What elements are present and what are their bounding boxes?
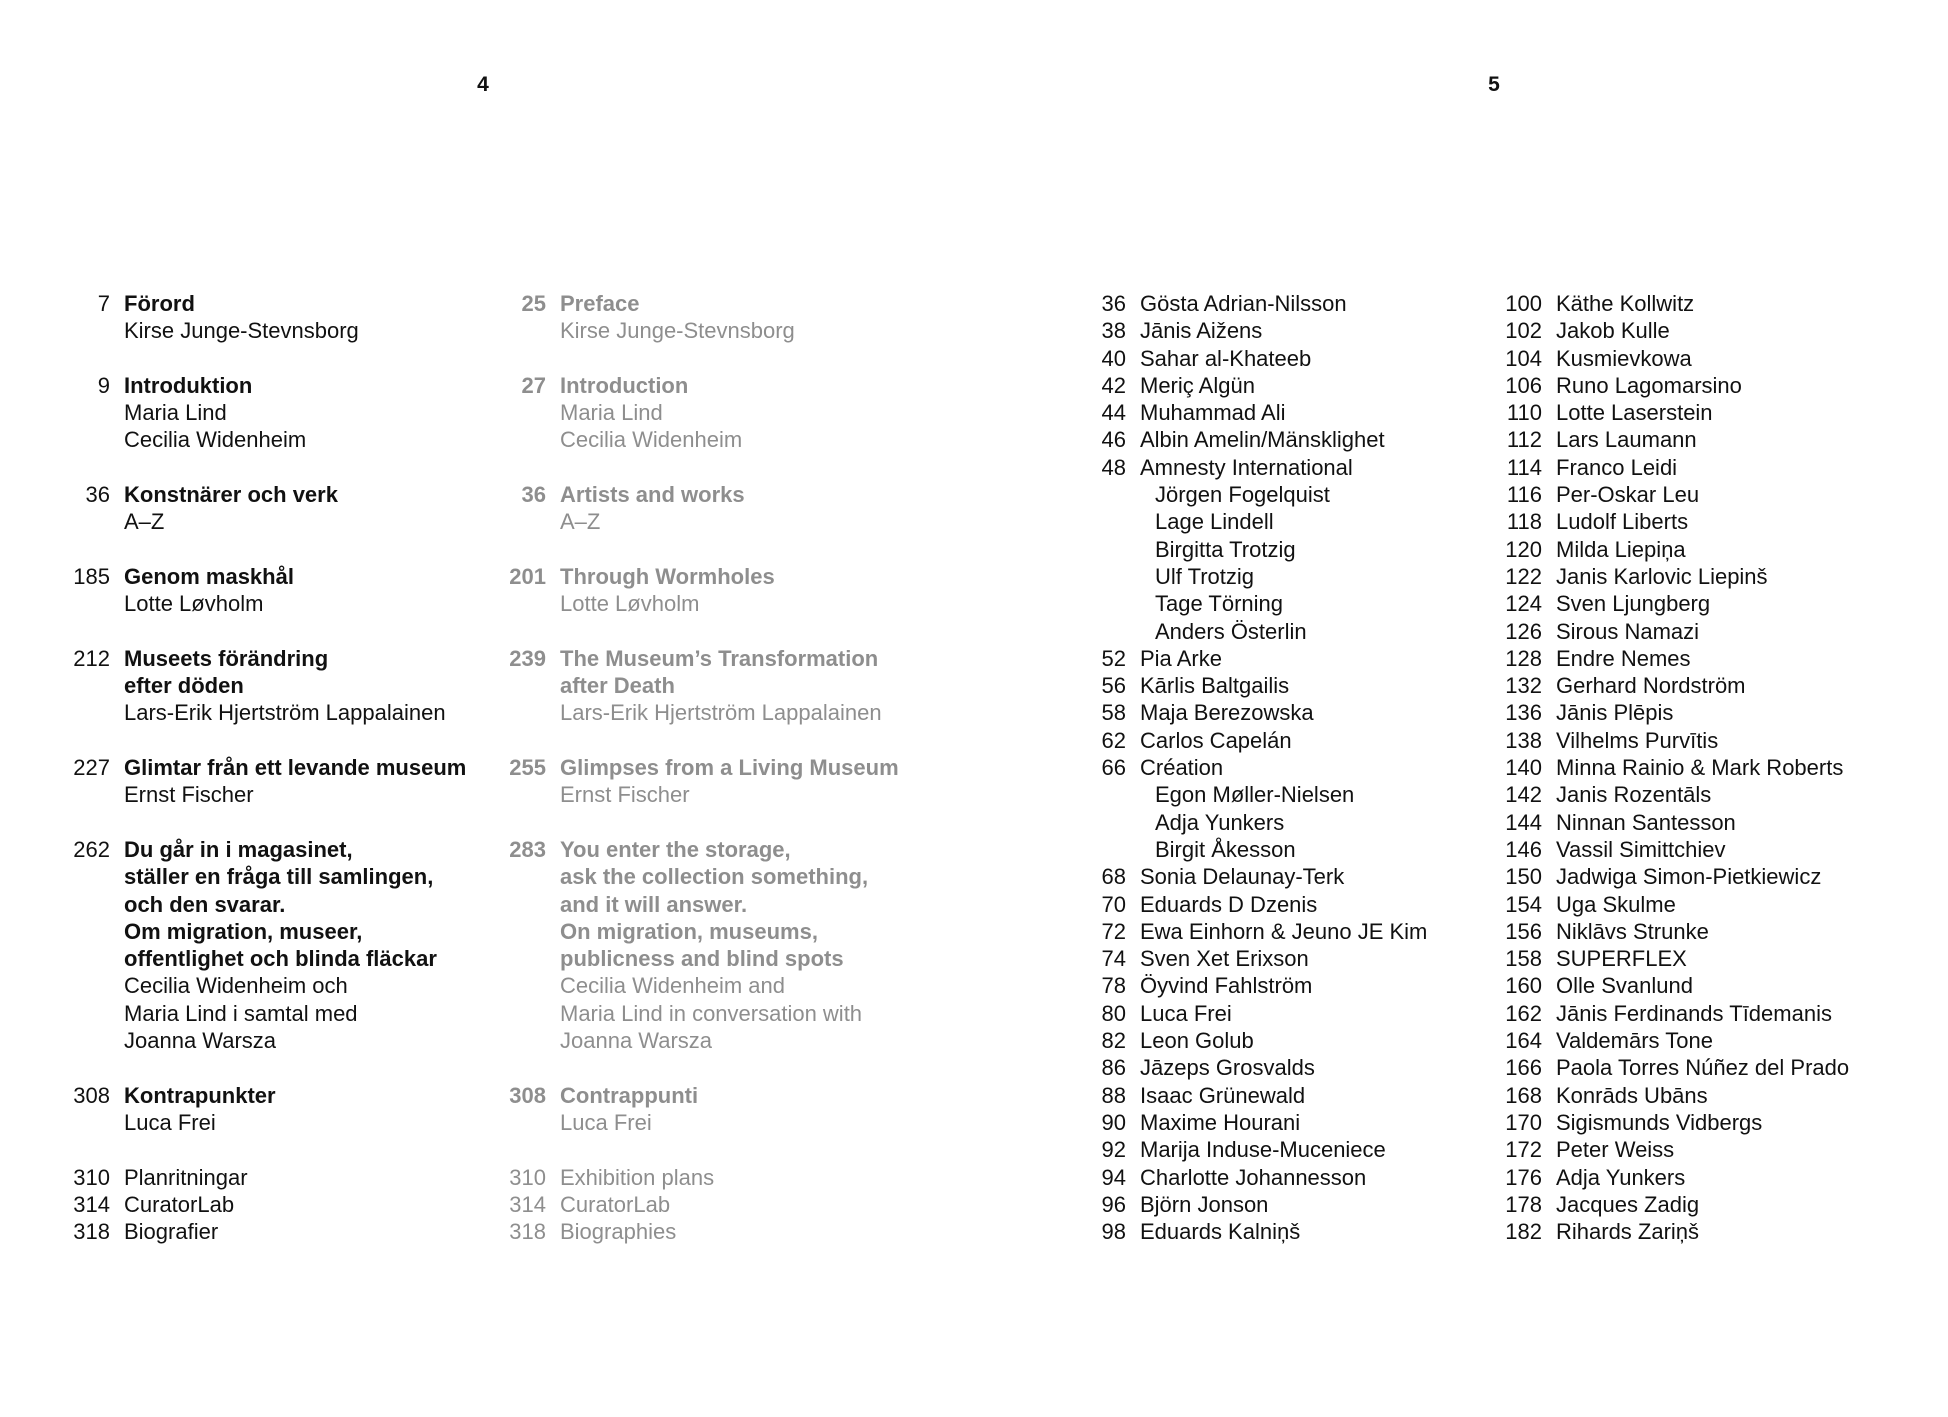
artist-page-number: 126 [1505, 618, 1542, 644]
artist-page-number: 150 [1505, 864, 1542, 890]
artist-name: Eduards Kalniņš [1140, 1219, 1301, 1245]
toc-author-line: Joanna Warsza [560, 1028, 713, 1054]
artist-page-number: 110 [1506, 400, 1542, 426]
artist-page-number: 90 [1101, 1109, 1126, 1135]
artist-name: Konrāds Ubāns [1556, 1082, 1708, 1108]
artist-page-number: 92 [1101, 1137, 1126, 1163]
toc-author-line: Lars-Erik Hjertström Lappalainen [124, 700, 446, 726]
artist-page-number: 82 [1101, 1028, 1126, 1054]
artist-entry [0, 727, 1849, 754]
toc-author-line: Kirse Junge-Stevnsborg [124, 318, 359, 344]
artist-name-sub: Birgit Åkesson [1155, 836, 1296, 862]
artist-name: SUPERFLEX [1556, 946, 1687, 972]
artist-name: Rihards Zariņš [1556, 1219, 1700, 1245]
toc-author-line: Lotte Løvholm [560, 591, 700, 617]
toc-author-line: Maria Lind [124, 400, 227, 426]
artist-name: Uga Skulme [1556, 891, 1676, 917]
artist-entry [0, 508, 1849, 535]
artist-entry [0, 891, 1849, 918]
artist-entry [0, 536, 1849, 563]
artist-page-number: 154 [1505, 891, 1542, 917]
artist-name: Jacques Zadig [1556, 1191, 1700, 1217]
toc-title-line: Om migration, museer, [124, 918, 363, 944]
toc-page-number: 227 [73, 755, 110, 781]
artist-page-number: 146 [1505, 836, 1542, 862]
toc-author-line: Ernst Fischer [560, 782, 690, 808]
artist-name: Meriç Algün [1140, 372, 1255, 398]
toc-author-line: Lars-Erik Hjertström Lappalainen [560, 700, 882, 726]
artist-page-number: 68 [1101, 864, 1126, 890]
page-number-left: 4 [477, 73, 489, 96]
toc-author-line: Maria Lind in conversation with [560, 1000, 863, 1026]
artist-entry [0, 1218, 1849, 1245]
artist-page-number: 120 [1505, 536, 1542, 562]
toc-page-number: 27 [521, 372, 546, 398]
artist-name: Kusmievkowa [1556, 345, 1692, 371]
toc-page-number: 25 [521, 291, 546, 316]
artist-entry [0, 863, 1849, 890]
toc-author-line: Maria Lind i samtal med [124, 1000, 358, 1026]
toc-title-line: Artists and works [560, 482, 745, 508]
toc-page-number: 36 [85, 482, 110, 508]
artist-page-number: 128 [1505, 645, 1542, 671]
artist-name: Sven Xet Erixson [1140, 946, 1309, 972]
artist-name: Charlotte Johannesson [1140, 1164, 1367, 1190]
toc-author-line: Luca Frei [124, 1109, 216, 1135]
toc-label: Biografier [124, 1219, 219, 1245]
toc-page-number: 239 [509, 645, 546, 671]
artist-name-sub: Jörgen Fogelquist [1155, 482, 1330, 508]
artist-page-number: 66 [1101, 755, 1126, 781]
artist-name: Lotte Laserstein [1556, 400, 1713, 426]
artist-name: Jānis Ferdinands Tīdemanis [1556, 1000, 1832, 1026]
toc-title-line: Introduction [560, 372, 689, 398]
artist-page-number: 132 [1505, 673, 1542, 699]
artist-page-number: 48 [1101, 454, 1126, 480]
toc-label: Biographies [560, 1219, 677, 1245]
artist-name-sub: Tage Törning [1155, 591, 1284, 617]
artist-page-number: 78 [1101, 973, 1126, 999]
artist-name: Minna Rainio & Mark Roberts [1556, 755, 1844, 781]
artist-page-number: 88 [1101, 1082, 1126, 1108]
artist-name: Jānis Aižens [1140, 318, 1263, 344]
artist-page-number: 98 [1101, 1219, 1126, 1245]
artist-page-number: 136 [1505, 700, 1542, 726]
artist-entry [0, 754, 1849, 781]
artist-page-number: 104 [1505, 345, 1542, 371]
artist-page-number: 74 [1101, 946, 1126, 972]
artist-page-number: 102 [1505, 318, 1542, 344]
toc-page-number: 185 [73, 563, 110, 589]
toc-title-line: Glimpses from a Living Museum [560, 755, 899, 781]
artist-page-number: 36 [1101, 291, 1126, 316]
toc-page-number: 283 [509, 836, 546, 862]
artist-name: Adja Yunkers [1556, 1164, 1686, 1190]
artist-page-number: 70 [1101, 891, 1126, 917]
artist-name: Maxime Hourani [1140, 1109, 1301, 1135]
artist-name: Janis Karlovic Liepinš [1556, 563, 1768, 589]
artist-page-number: 112 [1506, 427, 1542, 453]
artist-entry [0, 809, 1849, 836]
toc-title-line: Genom maskhål [124, 563, 294, 589]
artist-name: Maja Berezowska [1140, 700, 1314, 726]
toc-label: Exhibition plans [560, 1164, 715, 1190]
toc-page-number: 310 [509, 1164, 546, 1190]
artist-name: Björn Jonson [1140, 1191, 1269, 1217]
artist-name-sub: Egon Møller-Nielsen [1155, 782, 1355, 808]
artist-name: Carlos Capelán [1140, 727, 1292, 753]
artist-name: Peter Weiss [1556, 1137, 1675, 1163]
artist-name: Sirous Namazi [1556, 618, 1700, 644]
artist-entry [0, 672, 1849, 699]
artist-page-number: 176 [1505, 1164, 1542, 1190]
artist-entry [0, 290, 1849, 317]
toc-author-line: Maria Lind [560, 400, 663, 426]
artist-page-number: 160 [1505, 973, 1542, 999]
toc-label: Planritningar [124, 1164, 248, 1190]
toc-title-line: and it will answer. [560, 891, 748, 917]
artist-page-number: 46 [1101, 427, 1126, 453]
artist-entry [0, 781, 1849, 808]
toc-title-line: Preface [560, 291, 640, 316]
toc-label: CuratorLab [560, 1191, 671, 1217]
artist-entry [0, 563, 1849, 590]
artist-name: Pia Arke [1140, 645, 1222, 671]
artist-name-sub: Lage Lindell [1155, 509, 1274, 535]
artist-entry [0, 645, 1849, 672]
artist-entry [0, 836, 1849, 863]
artist-entry [0, 454, 1849, 481]
artist-page-number: 114 [1506, 454, 1542, 480]
artist-page-number: 116 [1506, 482, 1542, 508]
artist-name: Per-Oskar Leu [1556, 482, 1700, 508]
artist-name: Gerhard Nordström [1556, 673, 1746, 699]
toc-label: CuratorLab [124, 1191, 235, 1217]
artist-page-number: 182 [1505, 1219, 1542, 1245]
artist-page-number: 56 [1101, 673, 1126, 699]
page-number-right: 5 [1488, 73, 1500, 96]
artist-entry [0, 1054, 1849, 1081]
toc-page-number: 310 [73, 1164, 110, 1190]
artist-name-sub: Anders Österlin [1155, 618, 1307, 644]
artist-name: Luca Frei [1140, 1000, 1232, 1026]
artist-name: Sigismunds Vidbergs [1556, 1109, 1763, 1135]
artist-name: Valdemārs Tone [1556, 1028, 1713, 1054]
artist-page-number: 158 [1505, 946, 1542, 972]
artist-page-number: 178 [1505, 1191, 1542, 1217]
toc-page-number: 201 [509, 563, 546, 589]
artist-entry [0, 1082, 1849, 1109]
toc-page-number: 262 [73, 836, 110, 862]
toc-page-number: 308 [509, 1082, 546, 1108]
toc-title-line: Glimtar från ett levande museum [124, 755, 467, 781]
artist-name: Lars Laumann [1556, 427, 1697, 453]
toc-author-line: A–Z [560, 509, 601, 535]
toc-title-line: ställer en fråga till samlingen, [124, 864, 434, 890]
toc-title-line: Kontrapunkter [124, 1082, 276, 1108]
artist-name: Franco Leidi [1556, 454, 1678, 480]
artist-name: Runo Lagomarsino [1556, 372, 1742, 398]
toc-author-line: Cecilia Widenheim och [124, 973, 348, 999]
artist-page-number: 156 [1505, 918, 1542, 944]
artist-entry [0, 945, 1849, 972]
artist-name: Eduards D Dzenis [1140, 891, 1318, 917]
artist-name: Olle Svanlund [1556, 973, 1693, 999]
artist-page-number: 106 [1505, 372, 1542, 398]
artist-entry [0, 618, 1849, 645]
artist-name: Amnesty International [1140, 454, 1353, 480]
artist-name: Marija Induse-Muceniece [1140, 1137, 1386, 1163]
artist-page-number: 172 [1505, 1137, 1542, 1163]
artist-entry [0, 918, 1849, 945]
artist-page-number: 124 [1505, 591, 1542, 617]
toc-page-number: 7 [97, 291, 110, 316]
artist-name: Leon Golub [1140, 1028, 1254, 1054]
artist-entry [0, 317, 1849, 344]
toc-title-line: Du går in i magasinet, [124, 836, 353, 862]
artist-entry [0, 590, 1849, 617]
artist-page-number: 170 [1505, 1109, 1542, 1135]
artist-name: Création [1140, 755, 1224, 781]
artist-name: Vilhelms Purvītis [1556, 727, 1719, 753]
toc-title-line: Through Wormholes [560, 563, 775, 589]
artist-page-number: 162 [1505, 1000, 1542, 1026]
artist-page-number: 94 [1101, 1164, 1126, 1190]
artist-entry [0, 1136, 1849, 1163]
artist-entry [0, 399, 1849, 426]
artist-name: Janis Rozentāls [1556, 782, 1712, 808]
artist-entry [0, 699, 1849, 726]
artist-name: Jakob Kulle [1556, 318, 1670, 344]
artist-page-number: 142 [1505, 782, 1542, 808]
artist-name: Sonia Delaunay-Terk [1140, 864, 1345, 890]
artist-entry [0, 426, 1849, 453]
toc-page-number: 318 [73, 1219, 110, 1245]
artist-entry [0, 1109, 1849, 1136]
toc-title-line: Introduktion [124, 372, 253, 398]
toc-title-line: Museets förändring [124, 645, 329, 671]
toc-author-line: Cecilia Widenheim [560, 427, 743, 453]
toc-title-line: Förord [124, 291, 195, 316]
artist-page-number: 118 [1506, 509, 1542, 535]
toc-title-line: You enter the storage, [560, 836, 791, 862]
artist-entry [0, 481, 1849, 508]
artist-page-number: 42 [1101, 372, 1126, 398]
artist-page-number: 166 [1505, 1055, 1542, 1081]
toc-title-line: och den svarar. [124, 891, 286, 917]
artist-page-number: 100 [1505, 291, 1542, 316]
artist-entry [0, 1000, 1849, 1027]
artist-name: Ludolf Liberts [1556, 509, 1689, 535]
artist-page-number: 58 [1101, 700, 1126, 726]
artist-name: Ninnan Santesson [1556, 809, 1736, 835]
artist-page-number: 140 [1505, 755, 1542, 781]
artist-page-number: 38 [1101, 318, 1126, 344]
toc-page-number: 314 [73, 1191, 110, 1217]
toc-title-line: ask the collection something, [560, 864, 869, 890]
toc-title-line: after Death [560, 673, 675, 699]
toc-title-line: efter döden [124, 673, 244, 699]
toc-author-line: Cecilia Widenheim and [560, 973, 785, 999]
toc-title-line: Contrappunti [560, 1082, 699, 1108]
toc-page-number: 212 [73, 645, 110, 671]
artist-page-number: 62 [1101, 727, 1126, 753]
toc-title-line: Konstnärer och verk [124, 482, 338, 508]
artist-entry [0, 1191, 1849, 1218]
toc-page-number: 318 [509, 1219, 546, 1245]
toc-title-line: On migration, museums, [560, 918, 818, 944]
artist-page-number: 164 [1505, 1028, 1542, 1054]
toc-author-line: Kirse Junge-Stevnsborg [560, 318, 795, 344]
artist-name: Endre Nemes [1556, 645, 1691, 671]
artist-name: Paola Torres Núñez del Prado [1556, 1055, 1850, 1081]
artist-name: Albin Amelin/Mänsklighet [1140, 427, 1385, 453]
artist-page-number: 86 [1101, 1055, 1126, 1081]
artist-name: Isaac Grünewald [1140, 1082, 1306, 1108]
artist-entry [0, 345, 1849, 372]
toc-page-number: 36 [521, 482, 546, 508]
toc-page-number: 255 [509, 755, 546, 781]
toc-title-line: offentlighet och blinda fläckar [124, 946, 437, 972]
artist-name: Vassil Simittchiev [1556, 836, 1726, 862]
artist-name: Kārlis Baltgailis [1140, 673, 1290, 699]
artist-name: Öyvind Fahlström [1140, 973, 1313, 999]
artist-name: Jāzeps Grosvalds [1140, 1055, 1315, 1081]
artist-entry [0, 372, 1849, 399]
artist-page-number: 80 [1101, 1000, 1126, 1026]
artist-entry [0, 1027, 1849, 1054]
artist-page-number: 122 [1505, 563, 1542, 589]
artist-name: Ewa Einhorn & Jeuno JE Kim [1140, 918, 1428, 944]
artist-name: Muhammad Ali [1140, 400, 1286, 426]
artist-page-number: 144 [1505, 809, 1542, 835]
toc-page-number: 308 [73, 1082, 110, 1108]
artist-page-number: 52 [1101, 645, 1126, 671]
toc-title-line: The Museum’s Transformation [560, 645, 879, 671]
toc-author-line: Lotte Løvholm [124, 591, 264, 617]
artist-name: Jadwiga Simon-Pietkiewicz [1556, 864, 1822, 890]
artist-name: Gösta Adrian-Nilsson [1140, 291, 1347, 316]
artist-name: Sahar al-Khateeb [1140, 345, 1312, 371]
toc-author-line: A–Z [124, 509, 165, 535]
artist-entry [0, 972, 1849, 999]
toc-page-number: 9 [97, 372, 110, 398]
artist-name: Jānis Plēpis [1556, 700, 1674, 726]
artist-name: Käthe Kollwitz [1556, 291, 1695, 316]
artist-name: Milda Liepiņa [1556, 536, 1686, 562]
artist-name-sub: Birgitta Trotzig [1155, 536, 1296, 562]
artist-page-number: 72 [1101, 918, 1126, 944]
toc-author-line: Luca Frei [560, 1109, 652, 1135]
artist-entry [0, 1164, 1849, 1191]
artist-name-sub: Ulf Trotzig [1155, 563, 1255, 589]
artist-name: Sven Ljungberg [1556, 591, 1711, 617]
toc-title-line: publicness and blind spots [560, 946, 844, 972]
toc-author-line: Ernst Fischer [124, 782, 254, 808]
artist-page-number: 44 [1101, 400, 1126, 426]
toc-page-number: 314 [509, 1191, 546, 1217]
artist-page-number: 168 [1505, 1082, 1542, 1108]
artist-page-number: 96 [1101, 1191, 1126, 1217]
artist-name: Niklāvs Strunke [1556, 918, 1709, 944]
artist-name-sub: Adja Yunkers [1155, 809, 1285, 835]
toc-author-line: Joanna Warsza [124, 1028, 277, 1054]
artist-page-number: 138 [1505, 727, 1542, 753]
artist-index-column-2 [0, 290, 1849, 1245]
artist-page-number: 40 [1101, 345, 1126, 371]
toc-author-line: Cecilia Widenheim [124, 427, 307, 453]
